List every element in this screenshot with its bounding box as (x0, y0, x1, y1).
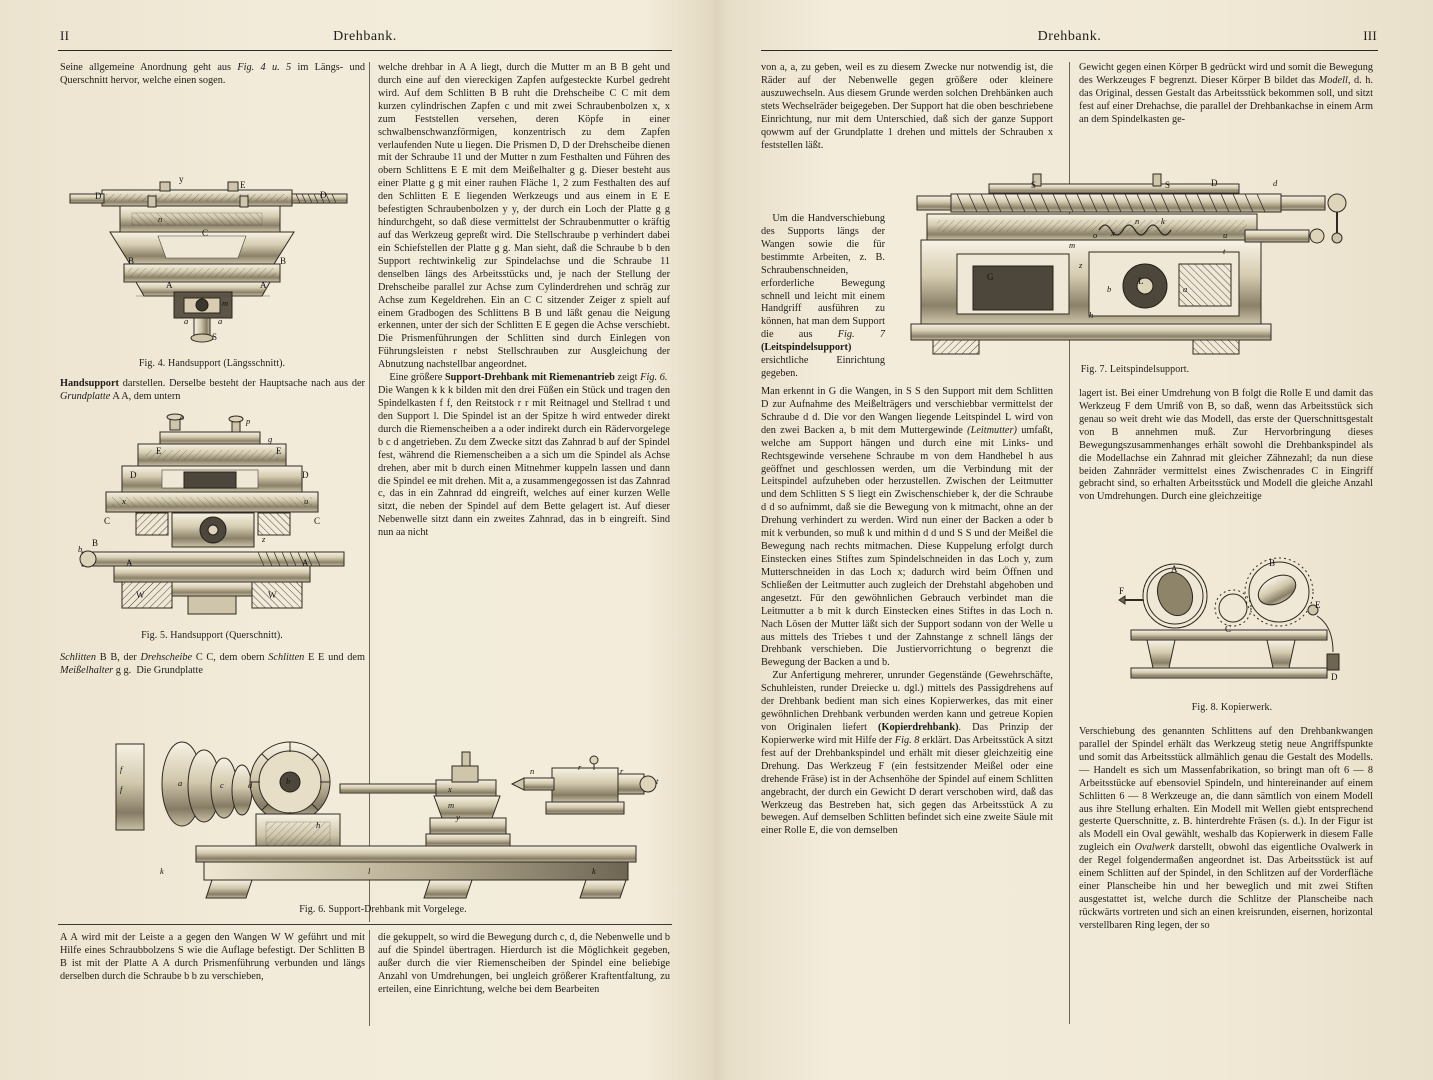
figure-5-caption (62, 630, 362, 641)
left-col1-para3: Schlitten B B, der Drehscheibe C C, dem obern Schlitten E E und dem Meißelhalter g g. Die Grundplatte (60, 652, 365, 676)
fig5-label-u: u (304, 496, 309, 506)
fig8-label-B: B (1269, 558, 1276, 568)
figure-8-kopierwerk (1117, 556, 1347, 698)
left-col1-para2: Handsupport darstellen. Derselbe besteht der Hauptsache nach aus der Grundplatte A A, dem untern (60, 378, 365, 402)
fig4-label-a2: a (218, 316, 223, 326)
fig4-caption-num: Fig. 4. (138, 358, 166, 369)
fig7-label-G: G (987, 272, 994, 282)
left-bottom-col2 (378, 932, 670, 997)
fig6-label-l: l (368, 866, 371, 876)
fig5-label-A: A (126, 558, 133, 568)
figure-6-caption (100, 904, 666, 915)
fig7-label-d: d (1273, 178, 1278, 188)
right-col2-bottom: Verschiebung des genannten Schlittens auf den Drehbankwangen parallel der Spindel erhält das Werkzeug stetig neue Angriffspunkte und somit das Arbeitsstück allmählich genau die Gestalt des Modells. — Handelt es sich um Massenfabrikation, so bringt man oft 6 — 8 Arbeitsstücke auf ebensoviel Spindeln, und hintereinander auf einem Schlitten 6 — 8 Werkzeuge an, die dann sämtlich von einem Modell aus ihre Stellung erhalten. Ein Modell mit Wellen giebt entsprechend gesterte Querschnitte, z. B. hinterdrehte Fräsen (s. d.). In der Figur ist als Modell ein Oval gewählt, weshalb das Kopierwerk in diesem Falle zugleich ein Ovalwerk darstellt, obwohl das eigentliche Ovalwerk in der Regel folgendermaßen angeordnet ist. Das Arbeitsstück ist auf einem Schlitten auf der Spindel, in den Schlitzen auf der Vorderfläche einer Planscheibe hin und her beweglich und mit zwei Stiften ausgestattet ist, welche durch die Schlitze der Planscheibe nach rückwärts vortreten und sich an einen kreisrunden, eisernen, horizontal verstellbaren Ring legen, der so (1079, 726, 1374, 931)
figure-7-leitspindelsupport (893, 168, 1377, 360)
fig8-label-D: D (1331, 672, 1338, 682)
fig6-label-m: m (448, 800, 455, 810)
fig5-label-x: x (122, 496, 126, 506)
figure-7-caption (893, 364, 1377, 375)
fig5-label-A2: A (302, 558, 309, 568)
figure-4-drawing (62, 168, 362, 348)
figure-4-handsupport-laengsschnitt (62, 168, 362, 348)
fig4-label-C: C (202, 228, 209, 238)
fig8-label-F: F (1119, 586, 1125, 596)
fig6-label-t: t (656, 776, 659, 786)
left-bottom-divider (369, 930, 370, 1026)
fig7-label-h: h (1089, 310, 1094, 320)
fig6-label-x: x (448, 784, 452, 794)
fig4-label-y: y (179, 174, 184, 184)
fig7-label-x: x (1111, 228, 1115, 238)
right-running-title: Drehbank. (1037, 29, 1102, 44)
fig8-label-A: A (1171, 564, 1178, 574)
fig6-caption-text: Support-Drehbank mit Vorgelege. (328, 904, 467, 915)
fig6-label-f: f (120, 764, 123, 774)
fig4-label-a: a (184, 316, 189, 326)
fig5-label-p: p (246, 416, 251, 426)
fig7-label-o: o (1093, 230, 1098, 240)
fig5-label-b: b (78, 544, 83, 554)
fig8-caption-num: Fig. 8. (1191, 702, 1219, 713)
left-page-header (60, 28, 670, 45)
fig5-caption-text: Handsupport (Querschnitt). (170, 630, 283, 641)
figure-8-drawing (1117, 556, 1347, 698)
right-folio: III (1363, 28, 1377, 43)
left-running-title: Drehbank. (333, 29, 397, 44)
fig4-label-B2: B (280, 256, 287, 266)
fig5-label-B: B (92, 538, 99, 548)
fig6-label-b: b (286, 776, 291, 786)
fig7-label-D: D (1211, 178, 1218, 188)
fig7-label-S2: S (1165, 180, 1171, 190)
fig5-label-g: g (268, 434, 273, 444)
fig6-caption-num: Fig. 6. (299, 904, 326, 915)
fig4-label-A: A (166, 280, 173, 290)
fig4-label-A2: A (260, 280, 267, 290)
right-col1-wrap: Um die Handverschiebung des Supports längs der Wangen sowie die für bestimmte Arbeiten, z. B. Schraubenschneiden, erforderliche Bewegung schnell und leicht mit einem Handgriff ausführen zu können, hat man dem Support die aus Fig. 7 (Leitspindelsupport) ersichtliche Einrichtung gegeben. (761, 213, 885, 380)
figure-7-drawing (893, 168, 1377, 360)
fig7-label-a: a (1183, 284, 1188, 294)
fig6-label-d: d (248, 780, 253, 790)
fig5-label-E: E (156, 446, 162, 456)
fig7-label-n: n (1135, 216, 1140, 226)
fig5-label-C2: C (314, 516, 321, 526)
fig4-label-n: n (158, 214, 163, 224)
fig5-label-o: o (180, 412, 185, 422)
fig5-label-D: D (130, 470, 137, 480)
fig6-label-r: r (578, 762, 582, 772)
fig7-label-m: m (1069, 240, 1076, 250)
fig5-label-W2: W (268, 590, 277, 600)
left-header-rule (58, 50, 672, 51)
left-bottom-col1-text: A A wird mit der Leiste a a gegen den Wangen W W geführt und mit Hilfe eines Schraubbolzens S wie die Auflage befestigt. Der Schlitten B B ist mit der Platte A A durch Prismenführung verbunden und längs derselben durch die Schraube b b zu verschieben, (60, 932, 365, 982)
fig6-label-f2: f (120, 784, 123, 794)
right-col1-body: Man erkennt in G die Wangen, in S S den Support mit dem Schlitten D zur Aufnahme des Meißelträgers und verschiebbar vermittelst der Schraube d d. Die vor den Wangen liegende Leitspindel L wird von den zwei Backen a, b mit dem Muttergewinde (Leitmutter) umfaßt, welche am Support hängen und durch eine mit Links- und Rechtsgewinde versehene Schraube m von dem Handhebel h aus geöffnet und geschlossen werden, um die Verbindung mit der Leitspindel aufzuheben oder herzustellen. Zwischen der Leitmutter und dem Schlitten S S liegt ein Zwischenschieber k, der die Schraube d d so aufnimmt, daß sie die Bewegung von k mitmacht, ohne an der Drehung verhindert zu werden. Wird nun einer der Backen a oder b mit k verbunden, so muß k und mithin d d und S S und der Meißel die Bewegung nach rechts mitmachen. Diese Kuppelung erfolgt durch Einstecken eines Stiftes zum Spindelschneiden in das Loch y, zum Mutterschneiden in das Loch x; dadurch wird beim Öffnen und Schließen der Leitmutter auch zugleich der Drehstahl abgehoben und angesetzt. Für den gewöhnlichen Gebrauch verbindet man die Leitmutter a b mit k durch Einstecken eines Stiftes in das Loch n. Nach Lösen der Mutter läßt sich der Support sodann von der Welle u aus mittels des Triebes t und der Zahnstange z schnell längs der Drehbank verschieben. Die Justiervorrichtung o begrenzt die Bewegung der Backen a und b. Zur Anfertigung mehrerer, unrunder Gegenstände (Gewehrschäfte, Schuhleisten, runder Dreiecke u. dgl.) mittels des Passigdrehens auf der Drehbank bedient man sich eines Kopierwerkes, das mit einer gewöhnlichen Drehbank verbunden werden kann und getreue Kopien von Originalen liefert (Kopierdrehbank). Das Prinzip der Kopierwerke wird mit Hilfe der Fig. 8 erklärt. Das Arbeitsstück A sitzt fest auf der Drehbankspindel und erhält mit dieser gleichzeitig eine Drehung. Das Werkzeug F (ein festsitzender Meißel oder eine drehende Fräse) ist in der Achsenhöhe der Spindel auf einem Schlitten angebracht, der durch ein Gewicht D derart verschoben wird, daß das Werkzeug das Bestreben hat, sich gegen das Arbeitsstück A zu bewegen. Auf demselben Schlitten befindet sich eine zweite Säule mit einer Rolle E, die von demselben (761, 386, 1053, 837)
fig6-label-n: n (530, 766, 535, 776)
fig7-label-S: S (1031, 180, 1037, 190)
fig5-label-D2: D (302, 470, 309, 480)
fig4-label-S: S (212, 332, 218, 342)
fig6-label-y: y (456, 812, 460, 822)
figure-5-handsupport-querschnitt (62, 412, 362, 624)
figure-6-drawing (100, 722, 666, 900)
right-col1-top: von a, a, zu geben, weil es zu diesem Zwecke nur notwendig ist, die Räder auf der Nebenwelle gegen größere oder kleinere auszuwechseln. Aus diesem Grunde werden solchen Drehbänken auch stets Wechselräder beigegeben. Der Support hat die oben beschriebene Einrichtung, nur mit dem Unterschied, daß sich der ganze Support qowwm auf der Grundplatte 1 drehen und mittels der Schrauben x feststellen läßt. (761, 62, 1053, 151)
left-bottom-col1 (60, 932, 365, 984)
left-bottom-rule (58, 924, 672, 925)
fig5-label-W: W (136, 590, 145, 600)
left-col2: welche drehbar in A A liegt, durch die Mutter m an B B geht und durch eine auf den viereckigen Zapfen aufgesteckte Kurbel gedreht wird. Auf dem Schlitten B B ruht die Drehscheibe C C mit dem kurzen cylindrischen Zapfen c und mit zwei Schraubenbolzen x, x zum Feststellen versehen, deren Köpfe in einer schwalbenschwanzförmigen, konzentrisch zu dem Zapfen verlaufenden Nute u liegen. Die Prismen D, D der Drehscheibe dienen mit der Schraube 11 und der Mutter n zum Festhalten und Führen des obern Schlittens E E mit dem Meißelhalter g g. Dieser besteht aus einer Platte g g mit einer rauhen Fläche 1, 2 zum Festhalten des auf den Schlitten E E liegenden Werkzeugs und aus einem in E E befestigten Schraubenbolzen y y, der durch ein Loch der Platte g g hindurchgeht, so daß diese vermittelst der Schraubenmutter o kräftig auf das Werkzeug gepreßt wird. Die Stellschraube p verhindert dabei ein Schiefstellen der Platte g g. Man sieht, daß die Schraube b b den Support rechtwinkelig zur Spindelachse und die Schraube 11 denselben längs des Arbeitsstücks und, je nach der Stellung der Drehscheibe parallel zur Achse zum Cylinderdrehen und schräg zur Achse zum Kegeldrehen. Ein an C C sitzender Zeiger z spielt auf einem Gradbogen des Schlittens B B und läßt genau die Neigung erkennen, unter der sich der Schlitten E E gegen die Achse verschiebt. Die Prismenführungen der Schlitten sind durch Einlegen von Führungsleisten r nebst Stellschrauben zur Ausgleichung der Abnutzung nachstellbar angeordnet. Eine größere Support-Drehbank mit Riemenantrieb zeigt Fig. 6. Die Wangen k k k bilden mit den drei Füßen ein Stück und tragen den Spindelkasten f f, den Reitstock r r mit Reitnagel und Stellrad t und den Support l. Die Spindel ist an der Spitze h wird entweder direkt durch die Riemenscheiben a a oder indirekt durch ein Rädervorgelege b c d angetrieben. Zu dem Zwecke sitzt das Zahnrad b auf der Spindel fest, während die Riemenscheiben a a sich um die Spindel als Achse drehen, aber mit b durch einen Mitnehmer kuppeln lassen und dann die Spindel ee mit drehen. Mit a, a zusammengegossen ist das Zahnrad c, das in ein Zahnrad dd eingreift, welches auf einer kurzen Welle sitzt, die neben der Spindel auf dem Bette gelagert ist. Auf dieser Nebenwelle sitzt dann ein zweites Zahnrad, das in b eingreift. Sind nun aa nicht (378, 62, 671, 539)
fig4-label-m: m (222, 298, 229, 308)
fig6-label-c: c (220, 780, 224, 790)
fig7-caption-text: Leitspindelsupport. (1109, 364, 1190, 375)
fig5-caption-num: Fig. 5. (141, 630, 168, 641)
figure-4-caption (62, 358, 362, 369)
right-col2-top: Gewicht gegen einen Körper B gedrückt wird und somit die Bewegung des Werkzeuges F begrenzt. Dieser Körper B bildet das Modell, d. h. das Original, dessen Gestalt das Arbeitsstück bekommen soll, und sitzt fest auf einer Drehachse, die parallel der Drehbankachse in einem Arm an dem Spindelkasten ge- (1079, 62, 1373, 125)
fig5-label-C: C (104, 516, 111, 526)
right-page-header (762, 28, 1377, 45)
fig6-label-k: k (160, 866, 164, 876)
fig4-label-B: B (128, 256, 135, 266)
fig8-caption-text: Kopierwerk. (1220, 702, 1273, 713)
fig4-label-D: D (95, 191, 102, 201)
fig7-label-k: k (1161, 216, 1165, 226)
left-page (0, 0, 716, 1080)
fig7-label-b: b (1107, 284, 1112, 294)
fig7-caption-num: Fig. 7. (1080, 364, 1108, 375)
fig7-label-u: u (1223, 230, 1228, 240)
left-col1-intro: Seine allgemeine Anordnung geht aus Fig. 4 u. 5 im Längs- und Querschnitt hervor, welche einen sogen. (60, 62, 365, 86)
fig5-label-z: z (262, 534, 266, 544)
right-col2-body: lagert ist. Bei einer Umdrehung von B folgt die Rolle E und damit das Werkzeug F dem Umriß von B, so daß, wenn das Arbeitsstück sich genau so weit dreht wie das Modell, das erste der Querschnittsgestalt von B annehmen muß. Zur Hervorbringung dieses Bewegungszusammenhanges erhält sowohl die Drehbankspindel als die Modellachse ein Zahnrad mit gleicher Zähnezahl; da nun diese beiden Zahnräder vermittelst eines Zwischenrades C in Eingriff gebracht sind, so erhalten Arbeitsstück und Modell die gleiche Anzahl von Umdrehungen. Durch eine gleichzeitige (1079, 388, 1373, 503)
fig4-label-D2: D (320, 190, 327, 200)
figure-6-support-drehbank (100, 722, 666, 900)
right-header-rule (761, 50, 1378, 51)
fig6-label-r2: r (620, 766, 624, 776)
fig6-label-k2: k (592, 866, 596, 876)
fig4-label-E: E (240, 180, 246, 190)
left-bottom-col2-text: die gekuppelt, so wird die Bewegung durch c, d, die Nebenwelle und b auf die Spindel übertragen. Hierdurch ist die Möglichkeit gegeben, außer durch die vier Riemenscheiben der Spindel eine beliebige Anzahl von Umdrehungen, bei ungleich größerer Kraftentfaltung, zu erteilen, eine Einrichtung, welche bei dem Bearbeiten (378, 932, 670, 995)
left-folio: II (60, 28, 70, 43)
fig7-label-L: L (1138, 276, 1144, 286)
right-page (717, 0, 1433, 1080)
fig6-label-h: h (316, 820, 321, 830)
fig8-label-E: E (1315, 600, 1321, 610)
fig4-caption-text: Handsupport (Längsschnitt). (168, 358, 286, 369)
fig7-label-t: t (1223, 246, 1226, 256)
fig6-label-a: a (178, 778, 183, 788)
fig7-label-z: z (1079, 260, 1083, 270)
fig5-label-E2: E (276, 446, 282, 456)
figure-8-caption (1117, 702, 1347, 713)
fig8-label-C: C (1225, 624, 1232, 634)
